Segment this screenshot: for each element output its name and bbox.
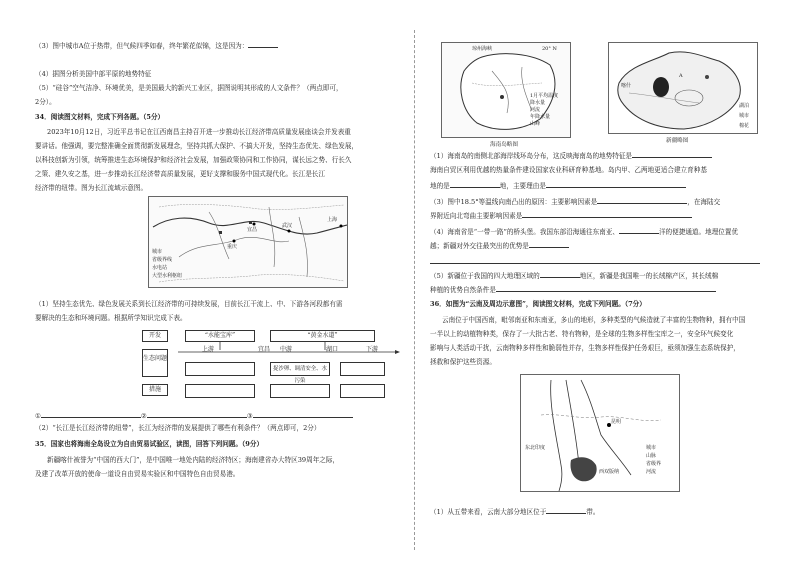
label-kashgar: 喀什 bbox=[621, 83, 632, 89]
legend-hydropower: 水电站 bbox=[152, 265, 168, 271]
question-36-title: 36．如图为“云南及周边示意图”，阅读图文材料，完成下列问题。（7分） bbox=[430, 300, 646, 308]
legend-province-border: 省级界 bbox=[646, 461, 662, 467]
material-36-line1: 云南位于中国西南，毗邻南亚和东南亚，多山的地形，多种类型的气候造就了丰富的生物物种，拥有中国 bbox=[442, 316, 746, 324]
xinjiang-map-caption: 新疆略图 bbox=[666, 138, 689, 144]
xinjiang-map-drawing bbox=[609, 43, 758, 134]
legend-jan-temp: 1月平均温度 bbox=[530, 93, 559, 99]
legend-city: 城市 bbox=[646, 445, 657, 451]
question-34-1: （1）坚持生态优先、绿色发展关系到长江经济带的可持续发展，目前长江干流上、中、下游各河段都有需 bbox=[35, 300, 343, 308]
question-3: （3）图中城市A位于热带，但气候四季如春，终年繁花似锦，这是因为： bbox=[35, 40, 278, 51]
question-35-title: 35．国家也将海南全岛设立为自由贸易试验区，读图，回答下列问题。（9分） bbox=[35, 440, 264, 448]
q35-3: （3）图中18.5°等温线向南凸出的原因：主要影响因素是 ，在海陆交 bbox=[430, 198, 721, 206]
hainan-map-drawing bbox=[442, 43, 571, 138]
label-qiongzhou-strait: 琼州海峡 bbox=[472, 46, 493, 52]
row-measures: 措施 bbox=[142, 384, 168, 396]
legend-city: 城市 bbox=[739, 113, 750, 119]
legend-river: 河流 bbox=[530, 107, 541, 113]
yunnan-map bbox=[520, 374, 680, 492]
label-xishuangbanna: 西双版纳 bbox=[599, 469, 620, 475]
label-20n: 20° N bbox=[542, 46, 557, 52]
material-35-line1: 新疆喀什被誉为“中国的西大门”，是中国唯一地处内陆的经济特区；海南建省办大特区39周年之际， bbox=[47, 456, 340, 464]
hainan-map-caption: 海南岛略图 bbox=[490, 142, 518, 148]
legend-annual-precip: 年降水量 bbox=[530, 114, 551, 120]
label-chongqing: 重庆 bbox=[227, 244, 238, 250]
right-column bbox=[428, 0, 773, 566]
legend-peak: 山峰 bbox=[530, 121, 541, 127]
answer-blank[interactable] bbox=[248, 40, 278, 48]
question-5-tail: 2分）。 bbox=[35, 98, 56, 106]
q35-2: 海南自贸区利用优越的热量条件建设国家农业科研育种基地。岛内甲、乙两地更适合建立育种基 bbox=[430, 166, 707, 174]
label-upstream: 上游 bbox=[202, 346, 215, 353]
legend-dam: 大型水利枢纽 bbox=[152, 273, 183, 279]
box-mid-issue: 捉沙卵、调清安全、水污染 bbox=[270, 362, 330, 376]
question-34-2: （2）“长江是长江经济带的纽带”，长江为经济带的发展提供了哪些有利条件？（两点即可，2分） bbox=[35, 424, 321, 432]
label-yichang-node: 宜昌 bbox=[258, 346, 271, 353]
q35-5: （5）新疆位于我国的四大地理区域的 地区，新疆是我国唯一的长绒棉产区，其长绒棉 bbox=[430, 272, 719, 280]
legend-city: 城市 bbox=[152, 249, 163, 255]
label-northeast-india: 东北印度 bbox=[525, 445, 546, 451]
material-34-line1: 2023年10月12日，习近平总书记在江西南昌主持召开进一步推动长江经济带高质量发展座谈会并发表重 bbox=[47, 128, 351, 136]
label-midstream: 中游 bbox=[280, 346, 293, 353]
question-34-title: 34．阅读图文材料，完成下列各题。（5分） bbox=[35, 113, 165, 121]
answer-box-measure-1[interactable] bbox=[185, 384, 255, 398]
answer-line-1: ① ② ③ bbox=[35, 410, 353, 421]
legend-river: 河流 bbox=[646, 469, 657, 475]
legend-boundary: 省级界线 bbox=[152, 257, 173, 263]
left-column bbox=[30, 0, 405, 566]
box-hydropower-treasure: “水能宝库” bbox=[185, 330, 255, 342]
material-36-line3: 影响与人类活动干扰，云南物种多样性和脆弱性并存，生物多样性保护任务艰巨，亟须加强生态系统保护， bbox=[430, 344, 740, 352]
material-35-line2: 及建了改革开放的使命一道设自由贸易实验区和中国特色自由贸易港。 bbox=[35, 470, 240, 478]
material-36-line4: 拯救和保护这些资源。 bbox=[430, 358, 496, 366]
label-yichang: 宜昌 bbox=[247, 227, 258, 233]
label-a: A bbox=[679, 73, 683, 79]
q35-5-cont: 种植的优势自然条件是 bbox=[430, 284, 716, 295]
legend-precip: 降水量 bbox=[530, 100, 546, 106]
label-downstream: 下游 bbox=[366, 346, 379, 353]
q35-4: （4）海南省是“一带一路”的桥头堡。我国东部沿海通往东南亚、 洋的便捷通道。地理位置优 bbox=[430, 228, 739, 236]
answer-box-upstream[interactable] bbox=[185, 362, 255, 376]
answer-box-measure-3[interactable] bbox=[340, 384, 385, 398]
material-34-line4: 之策、建久安之基，进一步推动长江经济带高质量发展，更好支撑和服务中国式现代化。长江是长江 bbox=[35, 170, 326, 178]
legend-lake: 湖泊 bbox=[739, 103, 750, 109]
legend-mountain: 山脉 bbox=[646, 453, 657, 459]
column-divider bbox=[414, 30, 415, 550]
q35-2-cont: 地的是 地，主要理由是 bbox=[430, 180, 686, 191]
q35-4-cont: 越；新疆对外交往最突出的优势是 bbox=[430, 240, 569, 251]
q35-3-cont: 界附近向北弯曲主要影响因素是 bbox=[430, 210, 692, 221]
box-golden-waterway: “黄金水道” bbox=[270, 330, 375, 342]
material-34-line2: 要讲话。他强调，要完整准确全面贯彻新发展理念，坚持共抓大保护、不搞大开发，坚持生态优先、绿色发展， bbox=[35, 142, 359, 150]
answer-box-downstream[interactable] bbox=[340, 362, 385, 376]
q35-1: （1）海南岛的南侧北部海岸线环岛分布，这反映海南岛的地势特征是 bbox=[430, 150, 712, 161]
row-eco-issue: 生态问题 bbox=[142, 349, 168, 377]
label-hukou: 湖口 bbox=[326, 346, 339, 353]
question-36-1: （1）从五带来看，云南大部分地区位于 带。 bbox=[430, 508, 600, 516]
label-wuhan: 武汉 bbox=[282, 223, 293, 229]
xinjiang-map bbox=[608, 42, 758, 134]
yangtze-basin-map bbox=[148, 196, 348, 288]
question-34-1-cont: 要解决的生态和环境问题。根据所学知识完成下表。 bbox=[35, 314, 187, 322]
legend-cotton: 棉花 bbox=[739, 123, 750, 129]
hainan-map bbox=[441, 42, 571, 138]
question-4: （4）据图分析美国中部平原的地势特征 bbox=[35, 70, 152, 78]
label-kunming: 昆明 bbox=[611, 419, 622, 425]
row-development: 开发 bbox=[142, 330, 168, 342]
label-shanghai: 上海 bbox=[327, 217, 338, 223]
answer-box-measure-2[interactable] bbox=[270, 384, 330, 398]
material-34-line3: 以科技创新为引领，统筹推进生态环境保护和经济社会发展，加强政策协同和工作协同，谋长远之势、行长久 bbox=[35, 156, 352, 164]
material-34-line5: 经济带的纽带。图为长江流域示意图。 bbox=[35, 184, 148, 192]
material-36-line2: 一半以上的动植物种类，保存了一大批古老、特有物种，是全球的生物多样性宝库之一，安全环气候变化 bbox=[430, 330, 734, 338]
question-5: （5）“硅谷”空气洁净、环境优美，是美国最大的新兴工业区，据图说明其形成的人文条件？（两点即可， bbox=[35, 84, 343, 92]
q35-4-line bbox=[430, 256, 760, 267]
